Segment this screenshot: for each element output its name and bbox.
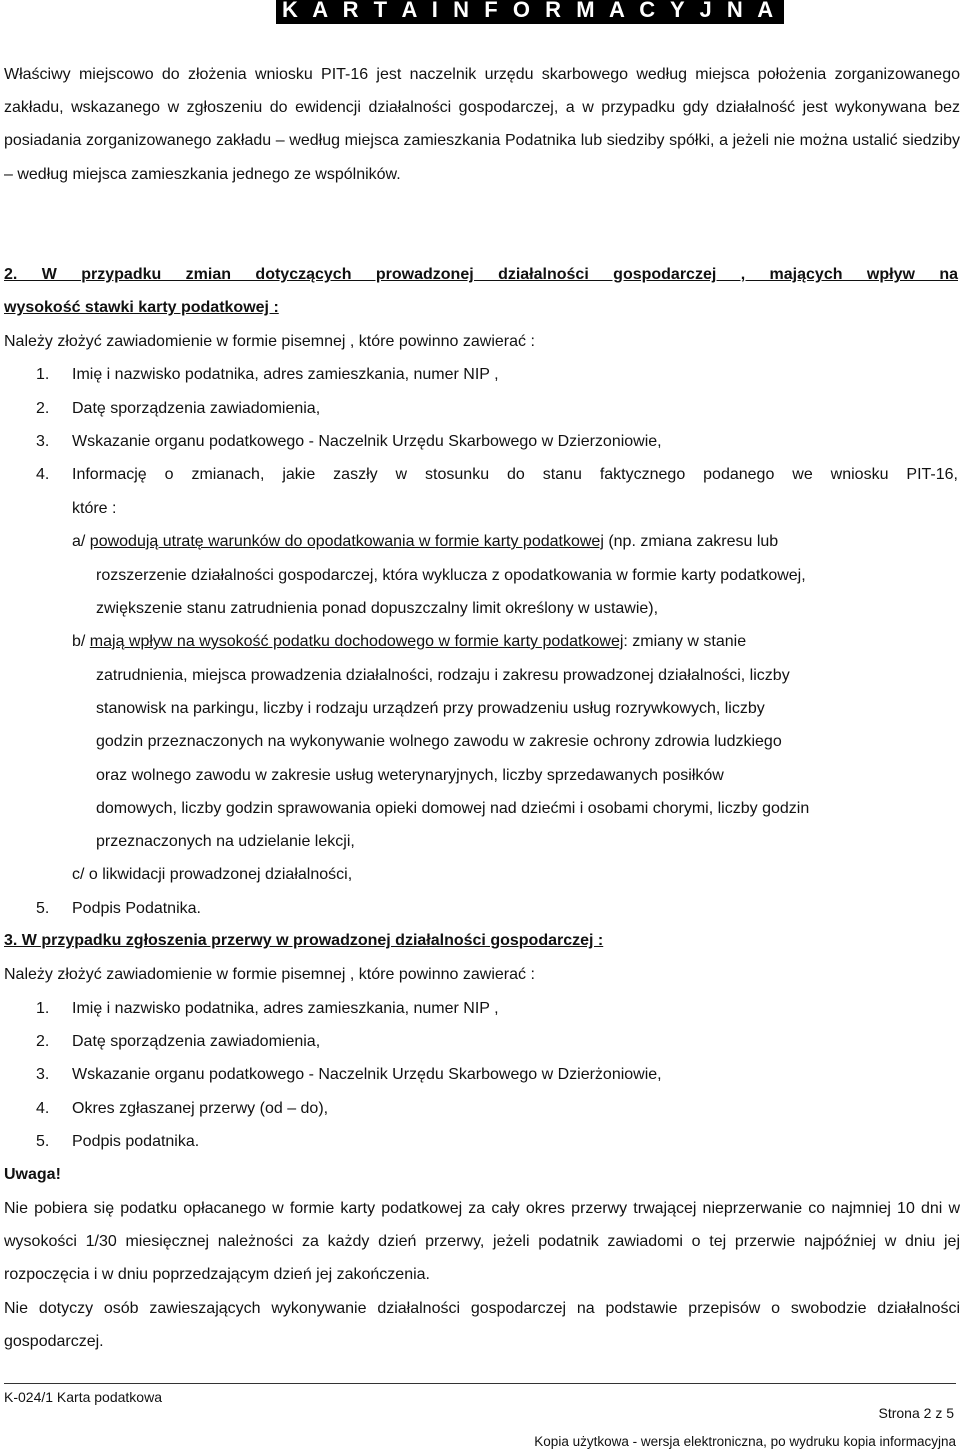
section3-item-3: Wskazanie organu podatkowego - Naczelnik Urzędu Skarbowego w Dzierżoniowie,	[72, 1066, 662, 1083]
section3-item-5-num: 5.	[36, 1133, 50, 1150]
section2-item-b-line: zatrudnienia, miejsca prowadzenia działalności, rodzaju i zakresu prowadzonej działalności, liczby	[96, 667, 790, 684]
footer-page-number: Strona 2 z 5	[878, 1405, 954, 1421]
section2-item-b-line: oraz wolnego zawodu w zakresie usług weterynaryjnych, liczby sprzedawanych posiłków	[96, 767, 724, 784]
section3-item-1-num: 1.	[36, 1000, 50, 1017]
uwaga-paragraph-1: Nie pobiera się podatku opłacanego w formie karty podatkowej za cały okres przerwy trwającej nieprzerwanie co najmniej 10 dni w wysokości 1/30 miesięcznej należności za każdy dzień przerwy, jeżeli podatnik zawiadomi o tej przerwie najpóźniej w dniu jej rozpoczęcia i w dniu poprzedzającym dzień jej zakończenia.	[4, 1200, 960, 1284]
section2-item-b-line: domowych, liczby godzin sprawowania opieki domowej nad dziećmi i osobami chorymi, liczby godzin	[96, 800, 810, 817]
section2-item-4: Informację o zmianach, jakie zaszły w stosunku do stanu faktycznego podanego we wniosku PIT-16,	[72, 466, 958, 483]
section2-item-5-num: 5.	[36, 900, 50, 917]
section2-item-b-line: przeznaczonych na udzielanie lekcji,	[96, 833, 355, 850]
section2-item-4-num: 4.	[36, 466, 50, 483]
uwaga-label: Uwaga!	[4, 1166, 61, 1183]
section3-lead: Należy złożyć zawiadomienie w formie pisemnej , które powinno zawierać :	[4, 966, 535, 983]
section3-item-4-num: 4.	[36, 1100, 50, 1117]
uwaga-paragraph-2: Nie dotyczy osób zawieszających wykonywanie działalności gospodarczej na podstawie przepisów o swobodzie działalności gospodarczej.	[4, 1300, 960, 1351]
section2-item-2-num: 2.	[36, 400, 50, 417]
section2-item-1: Imię i nazwisko podatnika, adres zamieszkania, numer NIP ,	[72, 366, 499, 383]
footer-divider	[4, 1383, 956, 1384]
section3-item-4: Okres zgłaszanej przerwy (od – do),	[72, 1100, 329, 1117]
item-b-prefix: b/	[72, 633, 90, 650]
section3-item-2: Datę sporządzenia zawiadomienia,	[72, 1033, 321, 1050]
section2-item-3-num: 3.	[36, 433, 50, 450]
section2-item-a-line3: zwiększenie stanu zatrudnienia ponad dopuszczalny limit określony w ustawie),	[96, 600, 659, 617]
section2-item-b-line: godzin przeznaczonych na wykonywanie wolnego zawodu w zakresie ochrony zdrowia ludzkiego	[96, 733, 782, 750]
document-title: K A R T A I N F O R M A C Y J N A	[276, 0, 784, 24]
footer-copy-note: Kopia użytkowa - wersja elektroniczna, po wydruku kopia informacyjna	[534, 1434, 956, 1449]
section2-heading-line1: 2. W przypadku zmian dotyczących prowadzonej działalności gospodarczej , mających wpływ na	[4, 266, 958, 283]
section3-item-5: Podpis podatnika.	[72, 1133, 200, 1150]
section2-item-a-line2: rozszerzenie działalności gospodarczej, która wyklucza z opodatkowania w formie karty podatkowej,	[96, 567, 806, 584]
section2-item-a	[72, 532, 778, 552]
section3-heading: 3. W przypadku zgłoszenia przerwy w prowadzonej działalności gospodarczej :	[4, 932, 604, 949]
section2-item-1-num: 1.	[36, 366, 50, 383]
section2-item-2: Datę sporządzenia zawiadomienia,	[72, 400, 321, 417]
section2-item-5: Podpis Podatnika.	[72, 900, 201, 917]
section2-lead: Należy złożyć zawiadomienie w formie pisemnej , które powinno zawierać :	[4, 333, 535, 350]
item-a-underlined: powodują utratę warunków do opodatkowania w formie karty podatkowej	[89, 533, 604, 550]
section3-item-1: Imię i nazwisko podatnika, adres zamieszkania, numer NIP ,	[72, 1000, 499, 1017]
footer-form-code: K-024/1 Karta podatkowa	[4, 1389, 162, 1405]
item-b-underlined: mają wpływ na wysokość podatku dochodowego w formie karty podatkowej	[89, 633, 624, 650]
item-a-prefix: a/	[72, 533, 90, 550]
section2-heading-line2: wysokość stawki karty podatkowej :	[4, 299, 279, 316]
section2-item-4-cont: które :	[72, 500, 117, 517]
section2-item-3: Wskazanie organu podatkowego - Naczelnik Urzędu Skarbowego w Dzierzoniowie,	[72, 433, 662, 450]
section2-item-c: c/ o likwidacji prowadzonej działalności,	[72, 866, 353, 883]
item-a-rest: (np. zmiana zakresu lub	[603, 533, 779, 550]
section3-item-3-num: 3.	[36, 1066, 50, 1083]
section3-item-2-num: 2.	[36, 1033, 50, 1050]
section2-item-b-line: stanowisk na parkingu, liczby i rodzaju urządzeń przy prowadzeniu usług rozrywkowych, liczby	[96, 700, 765, 717]
section2-item-b	[72, 632, 746, 652]
intro-paragraph: Właściwy miejscowo do złożenia wniosku PIT-16 jest naczelnik urzędu skarbowego według miejsca położenia zorganizowanego zakładu, wskazanego w zgłoszeniu do ewidencji działalności gospodarczej, a w przypadku gdy działalność jest wykonywana bez posiadania zorganizowanego zakładu – według miejsca zamieszkania Podatnika lub siedziby spółki, a jeżeli nie można ustalić siedziby – według miejsca zamieszkania jednego ze wspólników.	[4, 66, 960, 183]
item-b-rest: : zmiany w stanie	[623, 633, 747, 650]
